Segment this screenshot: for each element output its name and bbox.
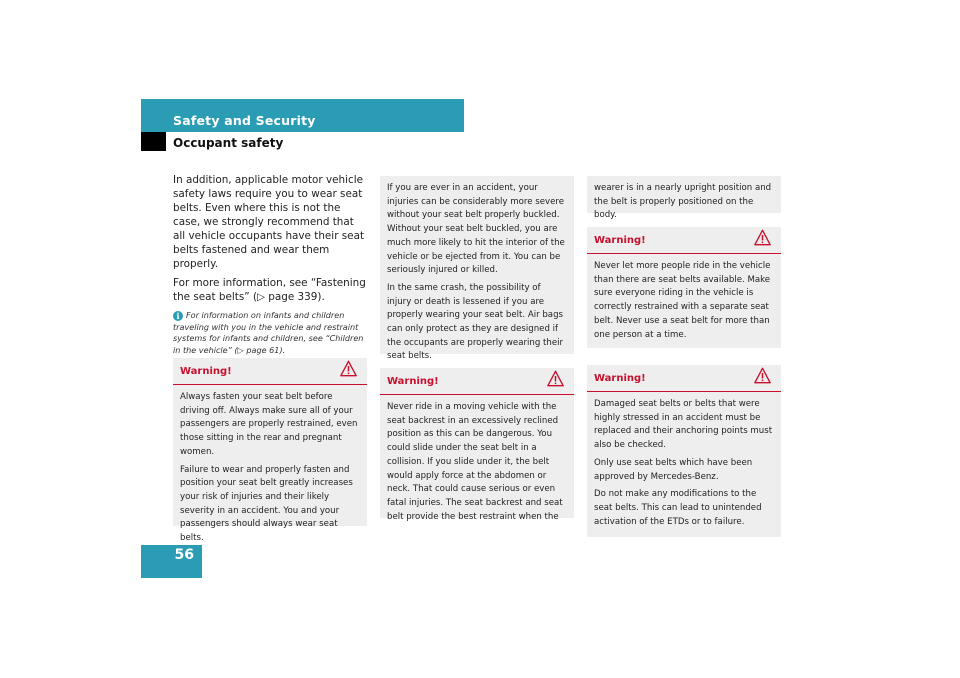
warning-label: Warning! (594, 235, 646, 246)
column-1 (173, 173, 369, 356)
warning-triangle-icon (754, 367, 771, 384)
warning-label: Warning! (387, 376, 439, 387)
warning-box-seat-count (587, 227, 781, 348)
warning-box-seatbelt-fasten (173, 358, 367, 544)
warning-text: Damaged seat belts or belts that were highly stressed in an accident must be replaced and their anchoring points must also be checked. (594, 399, 773, 451)
warning-box-continued (587, 176, 781, 221)
warning-text: Never let more people ride in the vehicle than there are seat belts available. Make sure everyone riding in the vehicle is correctly restrained with a separate seat belt. Never use a seat belt for more than one person at a time. (594, 261, 771, 340)
warning-text: wearer is in a nearly upright position and the belt is properly positioned on the body. (594, 183, 772, 221)
warning-header (173, 364, 367, 385)
warning-triangle-icon (754, 229, 771, 246)
warning-box-damaged-belts (587, 365, 781, 537)
warning-text: Only use seat belts which have been approved by Mercedes-Benz. (594, 457, 753, 482)
info-icon: i (173, 311, 183, 321)
body-paragraph: In addition, applicable motor vehicle safety laws require you to wear seat belts. Even where this is not the case, we strongly recommend that all vehicle occupants have their seat belts fastened and wear them properly. (173, 174, 365, 270)
warning-box-reclined-seat (380, 368, 574, 522)
warning-text: In the same crash, the possibility of injury or death is lessened if you are properly wearing your seat belt. Air bags can only protect as they are designed if the occupants are properly wearing their seat belts. (387, 282, 564, 362)
chapter-title: Safety and Security (173, 113, 316, 128)
warning-triangle-icon (340, 360, 357, 377)
warning-text: Do not make any modifications to the seat belts. This can lead to unintended activation of the ETDs or to failure. (594, 489, 762, 527)
warning-text: Never ride in a moving vehicle with the seat backrest in an excessively reclined position as this can be dangerous. You could slide under the seat belt in a collision. If you slide under it, the belt would apply force at the abdomen or neck. That could cause serious or even fatal injuries. The seat backrest and seat belt provide the best restraint when the (387, 402, 563, 522)
warning-label: Warning! (180, 366, 232, 377)
warning-header (380, 374, 574, 395)
section-marker (141, 132, 166, 151)
warning-box-continued (380, 176, 574, 362)
warning-text: If you are ever in an accident, your injuries can be considerably more severe without your seat belt properly buckled. Without your seat belt buckled, you are much more likely to hit the interior of the vehicle or be ejected from it. You can be seriously injured or killed. (387, 183, 565, 276)
warning-header (587, 233, 781, 254)
warning-text: Always fasten your seat belt before driving off. Always make sure all of your passengers are properly restrained, even those sitting in the rear and pregnant women. (180, 392, 358, 457)
info-note-text: For information on infants and children traveling with you in the vehicle and restraint systems for infants and children, see “Children in the vehicle” (▷ page 61). (173, 310, 364, 355)
info-note (173, 310, 369, 356)
warning-header (587, 371, 781, 392)
page-number: 56 (174, 547, 194, 563)
warning-triangle-icon (547, 370, 564, 387)
section-title: Occupant safety (173, 136, 284, 150)
warning-text: Failure to wear and properly fasten and position your seat belt greatly increases your risk of injuries and their likely severity in an accident. You and your passengers should always wear seat belts. (180, 464, 353, 544)
warning-label: Warning! (594, 373, 646, 384)
body-paragraph-reference: For more information, see “Fastening the seat belts” (▷ page 339). (173, 277, 366, 303)
page-number-box (141, 545, 202, 578)
